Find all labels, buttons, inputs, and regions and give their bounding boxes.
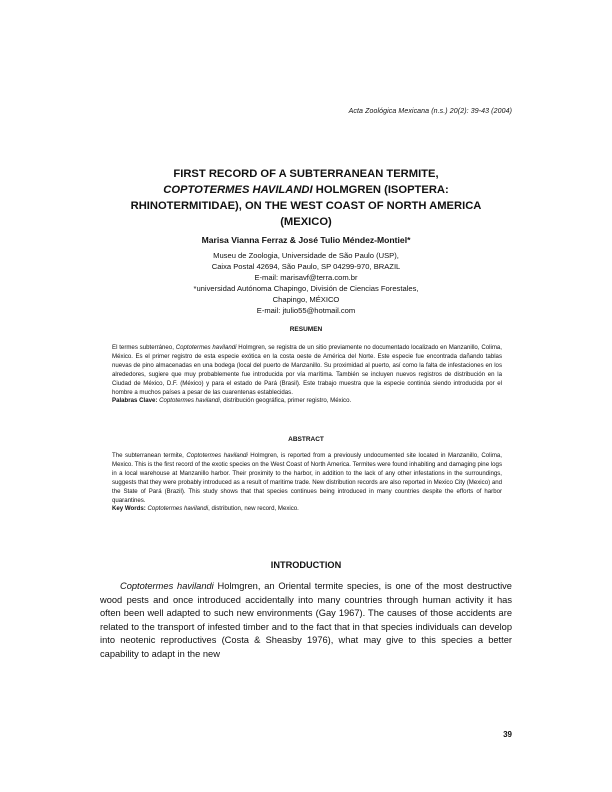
abstract-text xyxy=(112,452,502,514)
resumen-keywords-label: Palabras Clave: xyxy=(112,397,158,405)
resumen-heading: RESUMEN xyxy=(289,326,323,333)
title-species: COPTOTERMES HAVILANDI xyxy=(163,184,313,196)
affiliation-line: Museu de Zoologia, Universidade de São Paulo (USP), xyxy=(213,251,399,260)
affiliations xyxy=(100,250,512,317)
title-line-4: (MEXICO) xyxy=(280,216,332,228)
introduction-paragraph xyxy=(100,580,512,662)
introduction-text: Holmgren, an Oriental termite species, is one of the most destructive wood pests and once introduced accidentally into many countries through human activity it has often been well adapted to such new environments (Gay 1967). The causes of those accidents are related to the transport of infested timber and to the fact that in that species individuals can develop into neotenic reproductives (Costa & Sheasby 1976), what may give to this species a better capability to adapt in the new xyxy=(100,581,512,659)
introduction-heading: INTRODUCTION xyxy=(270,560,342,570)
title-line-3: RHINOTERMITIDAE), ON THE WEST COAST OF NORTH AMERICA xyxy=(130,200,482,212)
resumen-text-part: El termes subterráneo, xyxy=(112,344,176,351)
affiliation-email: E-mail: jtulio55@hotmail.com xyxy=(256,306,356,316)
introduction-species: Coptotermes havilandi xyxy=(120,581,214,591)
abstract-heading: ABSTRACT xyxy=(288,436,324,443)
resumen-keywords-species: Coptotermes havilandi xyxy=(159,397,220,405)
resumen-keywords-rest: , distribución geográfica, primer registro, México. xyxy=(219,397,352,405)
title-line-2-rest: HOLMGREN (ISOPTERA: xyxy=(312,184,449,196)
abstract-species: Coptotermes havilandi xyxy=(186,452,248,459)
resumen-text-part: Holmgren, se registra de un sitio previamente no documentado localizado en Manzanillo, Colima, México. Es el primer registro de esta especie exótica en la costa oeste de América del Norte. Este especie fue encontrada dañando tablas nuevas de pino almacenadas en una bodega (local del puerto de Manzanillo. Su proximidad al puerto, así como la falta de infestaciones en los alrededores, sugiere que muy probablemente fue introducida por vía marítima. También se incluyen nuevos registros de distribución en la Ciudad de México, D.F. (México) y para el estado de Pará (Brasil). Este trabajo muestra que la especie continúa siendo introducida por el hombre a muchos países a pesar de las cuarentenas establecidas. xyxy=(112,344,502,396)
abstract-keywords-species: Coptotermes havilandi xyxy=(147,505,209,513)
resumen-species: Coptotermes havilandi xyxy=(175,344,237,351)
authors: Marisa Vianna Ferraz & José Tulio Méndez-Montiel* xyxy=(201,235,411,245)
resumen-text xyxy=(112,344,502,406)
abstract-keywords-rest: , distribution, new record, Mexico. xyxy=(208,505,299,513)
affiliation-line: *universidad Autónoma Chapingo, División de Ciencias Forestales, xyxy=(193,284,419,294)
article-title xyxy=(100,166,512,230)
affiliation-line: Caixa Postal 42694, São Paulo, SP 04299-970, BRAZIL xyxy=(211,262,401,272)
abstract-text-part: Holmgren, is reported from a previously undocumented site located in Manzanillo, Colima, Mexico. This is the first record of the exotic species on the West Coast of North America. Termites were found inhabiting and damaging pine logs in a local warehouse at Manzanillo harbor. Their proximity to the harbor, in addition to the lack of any other infestations in the surroundings, suggests that they were probably introduced as a result of maritime trade. New distribution records are also reported in Mexico City (Mexico) and the State of Pará (Brazil). This study shows that that species continues being introduced in many countries despite the efforts of harbor quarantines. xyxy=(112,452,502,504)
abstract-text-part: The subterranean termite, xyxy=(112,452,187,459)
resumen-keywords xyxy=(112,397,502,406)
title-line-2 xyxy=(100,182,512,198)
affiliation-email: E-mail: marisavf@terra.com.br xyxy=(254,273,358,283)
title-line-1: FIRST RECORD OF A SUBTERRANEAN TERMITE, xyxy=(173,168,439,180)
running-header: Acta Zoológica Mexicana (n.s.) 20(2): 39-43 (2004) xyxy=(348,108,512,115)
abstract-keywords-label: Key Words: xyxy=(112,505,146,513)
page-number: 39 xyxy=(503,730,512,739)
affiliation-line: Chapingo, MÉXICO xyxy=(272,295,340,305)
abstract-keywords xyxy=(112,505,502,514)
